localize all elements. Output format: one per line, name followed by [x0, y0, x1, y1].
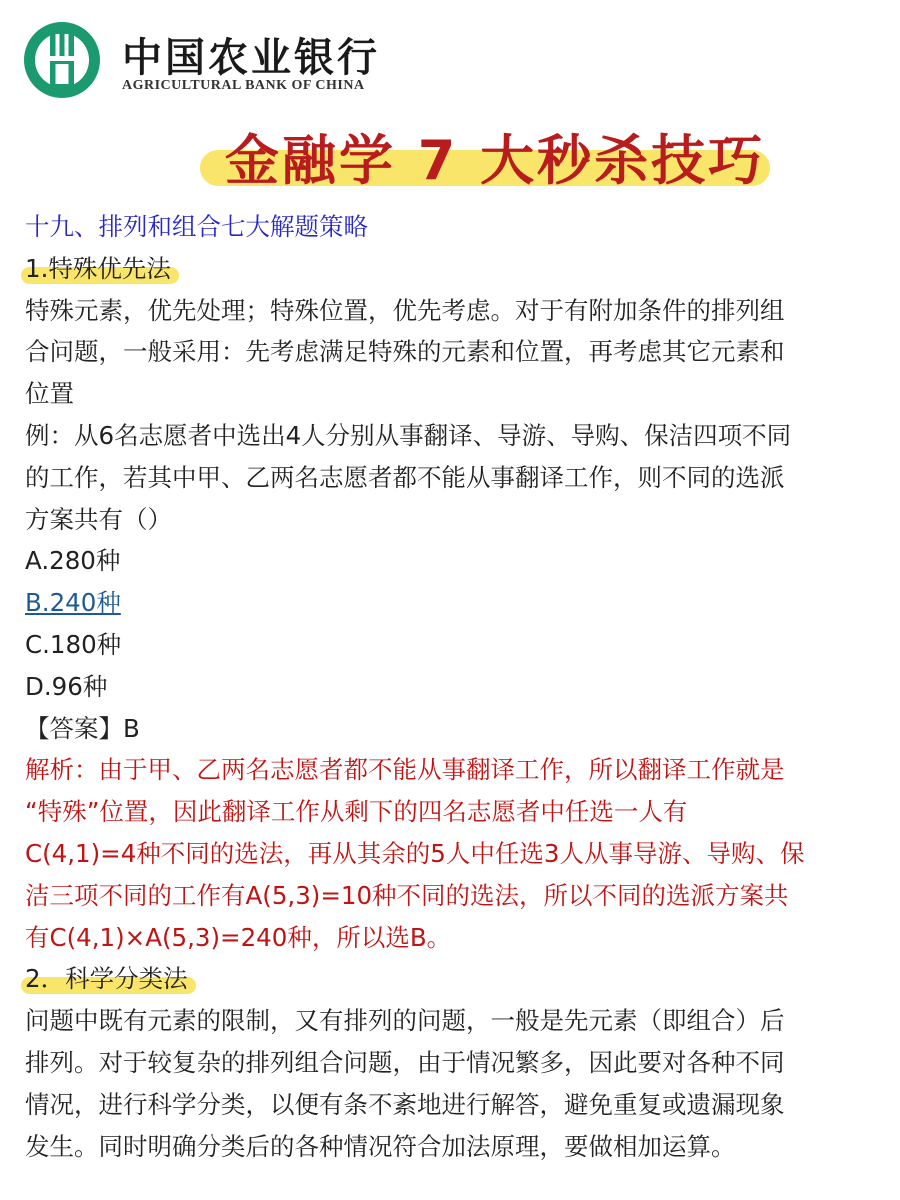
- analysis-line: C(4,1)=4种不同的选法，再从其余的5人中任选3人从事导游、导购、保: [25, 838, 805, 868]
- option-b-link[interactable]: B.240种: [25, 588, 121, 618]
- method-2-title-line: [25, 958, 890, 1000]
- bank-logo: [22, 20, 442, 100]
- method-1-title: 1.特殊优先法: [25, 253, 171, 283]
- option-a: A.280种: [25, 546, 121, 576]
- method-1-title-line: [25, 248, 890, 290]
- analysis-line: 洁三项不同的工作有A(5,3)=10种不同的选法，所以不同的选派方案共: [25, 880, 789, 910]
- option-d: D.96种: [25, 671, 108, 701]
- abc-bank-emblem-icon: [22, 20, 102, 100]
- bank-name-cn: 中国农业银行: [122, 34, 380, 81]
- method-1-desc-line: 位置: [25, 379, 74, 409]
- method-2-title: 2．科学分类法: [25, 964, 188, 994]
- page-title: 金融学 7 大秒杀技巧: [225, 129, 766, 192]
- main-title-block: [200, 112, 770, 192]
- answer: 【答案】B: [25, 713, 140, 743]
- example-line: 的工作，若其中甲、乙两名志愿者都不能从事翻译工作，则不同的选派: [25, 462, 785, 492]
- option-c: C.180种: [25, 629, 122, 659]
- analysis-line: 解析：由于甲、乙两名志愿者都不能从事翻译工作，所以翻译工作就是: [25, 755, 785, 785]
- example-line: 例：从6名志愿者中选出4人分别从事翻译、导游、导购、保洁四项不同: [25, 420, 792, 450]
- analysis-line: “特殊”位置，因此翻译工作从剩下的四名志愿者中任选一人有: [25, 797, 688, 827]
- section-heading: 十九、排列和组合七大解题策略: [25, 212, 368, 241]
- method-2-desc-line: 排列。对于较复杂的排列组合问题，由于情况繁多，因此要对各种不同: [25, 1047, 785, 1077]
- method-1-title-highlight: [25, 248, 171, 290]
- article-body: [25, 206, 890, 1167]
- analysis-line: 有C(4,1)×A(5,3)=240种，所以选B。: [25, 922, 452, 952]
- method-1-desc-line: 特殊元素，优先处理；特殊位置，优先考虑。对于有附加条件的排列组: [25, 295, 785, 325]
- example-line: 方案共有（）: [25, 504, 172, 534]
- method-2-title-highlight: [25, 958, 188, 1000]
- method-2-desc-line: 情况，进行科学分类，以便有条不紊地进行解答，避免重复或遗漏现象: [25, 1089, 785, 1119]
- method-2-desc-line: 问题中既有元素的限制，又有排列的问题，一般是先元素（即组合）后: [25, 1006, 785, 1036]
- method-1-desc-line: 合问题，一般采用：先考虑满足特殊的元素和位置，再考虑其它元素和: [25, 337, 785, 367]
- bank-name-en: AGRICULTURAL BANK OF CHINA: [122, 78, 365, 93]
- method-2-desc-line: 发生。同时明确分类后的各种情况符合加法原理，要做相加运算。: [25, 1131, 736, 1161]
